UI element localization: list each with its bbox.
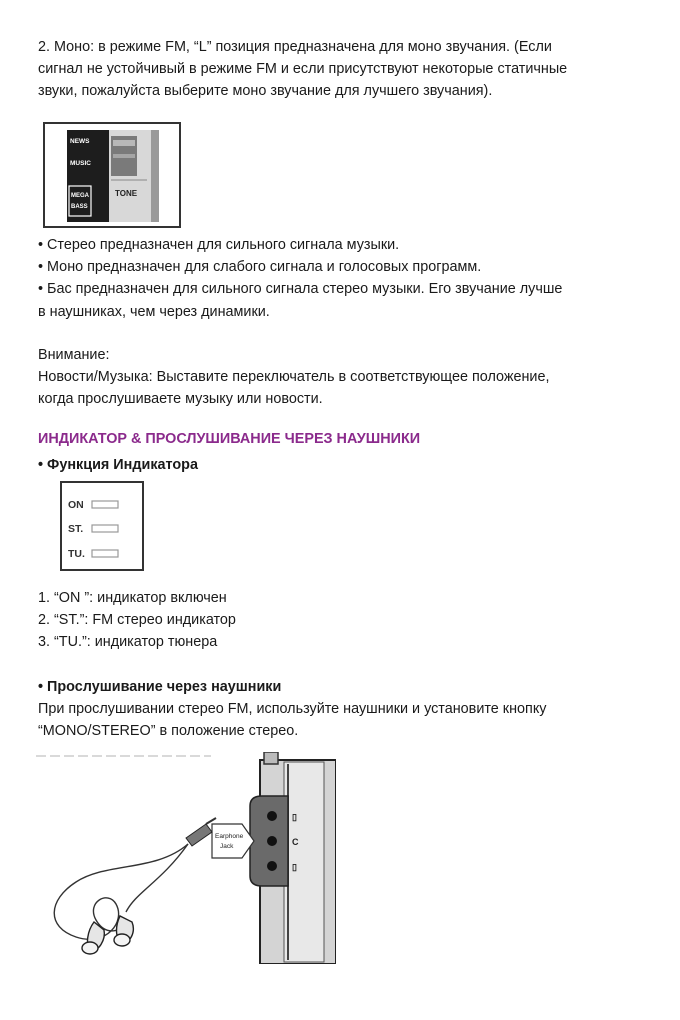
switch-label-mega: MEGA [71, 193, 89, 199]
indicator-item-3: 3. “TU.”: индикатор тюнера [38, 634, 218, 651]
attention-block [38, 344, 648, 411]
attention-line-1: Новости/Музыка: Выставите переключатель в соответствующее положение, [38, 369, 550, 386]
mono-paragraph [38, 36, 648, 103]
earphones-paragraph [38, 698, 648, 742]
indicator-label-st: ST. [68, 523, 84, 535]
jack-label-2: Jack [220, 843, 234, 850]
attention-title: Внимание: [38, 347, 110, 363]
svg-text:C: C [292, 837, 299, 847]
earphones-line-1: При прослушивании стерео FM, используйте наушники и установите кнопку [38, 701, 547, 717]
bullet-mono: • Моно предназначен для слабого сигнала и голосовых программ. [38, 259, 482, 276]
attention-line-2: когда прослушиваете музыку или новости. [38, 391, 323, 408]
indicator-subtitle: • Функция Индикатора [38, 457, 198, 473]
mono-line-2: сигнал не устойчивый в режиме FM и если присутствуют некоторые статичные [38, 61, 568, 78]
earphones-line-2: “MONO/STEREO” в положение стерео. [38, 723, 299, 740]
indicator-figure [60, 481, 144, 571]
indicator-label-on: ON [68, 499, 84, 511]
bullet-bass-line-2: в наушниках, чем через динамики. [38, 303, 270, 320]
switch-label-tone: TONE [115, 189, 138, 198]
indicator-item-1: 1. “ON ”: индикатор включен [38, 590, 227, 606]
mono-line-3: звуки, пожалуйста выберите моно звучание для лучшего звучания). [38, 83, 493, 100]
section-title: ИНДИКАТОР & ПРОСЛУШИВАНИЕ ЧЕРЕЗ НАУШНИКИ [38, 431, 421, 447]
switch-label-music: MUSIC [70, 160, 91, 167]
earphone-illustration [36, 752, 336, 964]
svg-text:▯: ▯ [292, 812, 297, 822]
mono-line-1: 2. Моно: в режиме FM, “L” позиция предназначена для моно звучания. (Если [38, 39, 552, 55]
bullet-bass-line-1: • Бас предназначен для сильного сигнала стерео музыки. Его звучание лучше [38, 281, 563, 298]
earphones-subtitle: • Прослушивание через наушники [38, 679, 282, 695]
svg-text:▯: ▯ [292, 862, 297, 872]
indicator-list [38, 587, 648, 654]
switch-label-news: NEWS [70, 138, 90, 145]
indicator-item-2: 2. “ST.”: FM стерео индикатор [38, 612, 236, 629]
mode-bullets [38, 234, 648, 323]
switch-label-bass: BASS [71, 204, 88, 210]
tone-switch-figure [43, 122, 181, 228]
jack-label-1: Earphone [215, 833, 244, 840]
indicator-label-tu: TU. [68, 548, 85, 560]
bullet-stereo: • Стерео предназначен для сильного сигнала музыки. [38, 237, 400, 253]
